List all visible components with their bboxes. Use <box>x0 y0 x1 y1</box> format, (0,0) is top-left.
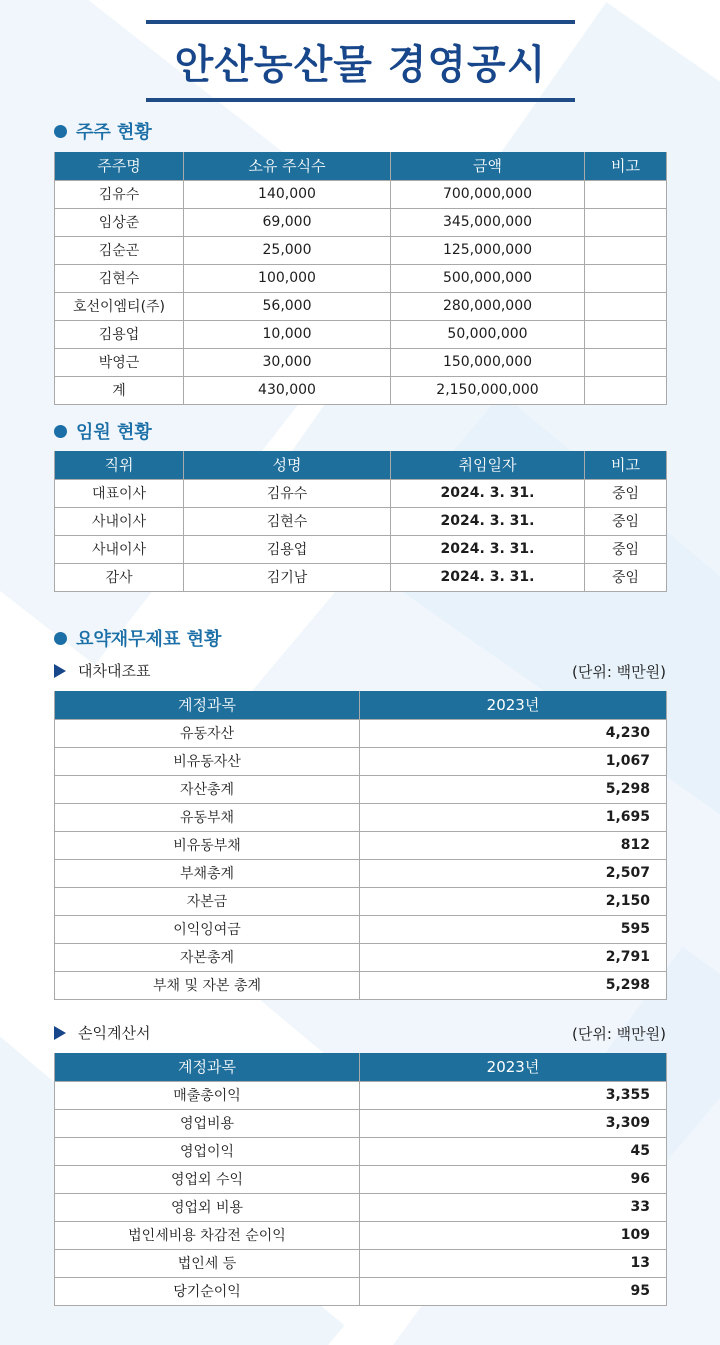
table-cell-item: 유동자산 <box>55 719 360 747</box>
table-cell-value: 2,150 <box>360 887 667 915</box>
table-cell-name: 김현수 <box>184 507 391 535</box>
table-row <box>55 507 667 535</box>
table-cell-value: 4,230 <box>360 719 667 747</box>
table-row <box>55 1109 667 1137</box>
table-row <box>55 1249 667 1277</box>
table-cell-name: 김순곤 <box>55 236 184 264</box>
table-cell-value: 2,791 <box>360 943 667 971</box>
column-header: 금액 <box>391 152 585 180</box>
table-cell-value: 595 <box>360 915 667 943</box>
table-cell-amount: 500,000,000 <box>391 264 585 292</box>
column-header: 성명 <box>184 451 391 479</box>
table-cell-date: 2024. 3. 31. <box>391 479 585 507</box>
table-cell-value: 1,695 <box>360 803 667 831</box>
table-cell-note <box>585 236 667 264</box>
table-cell-item: 자산총계 <box>55 775 360 803</box>
table-row <box>55 971 667 999</box>
table-cell-note <box>585 320 667 348</box>
table-cell-item: 영업외 수익 <box>55 1165 360 1193</box>
table-cell-amount: 280,000,000 <box>391 292 585 320</box>
table-cell-note: 중임 <box>585 563 667 591</box>
table-row <box>55 719 667 747</box>
table-cell-name: 김유수 <box>55 180 184 208</box>
table-cell-item: 영업비용 <box>55 1109 360 1137</box>
table-cell-note <box>585 292 667 320</box>
table-cell-position: 대표이사 <box>55 479 184 507</box>
triangle-bullet-icon <box>54 664 66 678</box>
table-cell-item: 영업이익 <box>55 1137 360 1165</box>
table-cell-shares: 430,000 <box>184 376 391 404</box>
table-cell-name: 김용업 <box>184 535 391 563</box>
triangle-bullet-icon <box>54 1026 66 1040</box>
table-cell-position: 사내이사 <box>55 535 184 563</box>
table-cell-amount: 345,000,000 <box>391 208 585 236</box>
table-row <box>55 535 667 563</box>
table-cell-note <box>585 180 667 208</box>
table-row <box>55 831 667 859</box>
column-header: 2023년 <box>360 691 667 719</box>
table-cell-value: 3,309 <box>360 1109 667 1137</box>
section-title-text: 주주 현황 <box>76 122 152 143</box>
table-cell-item: 자본금 <box>55 887 360 915</box>
table-cell-note <box>585 264 667 292</box>
bullet-dot-icon <box>54 125 67 138</box>
table-cell-name: 김현수 <box>55 264 184 292</box>
shareholders-table <box>54 152 667 405</box>
table-cell-value: 3,355 <box>360 1081 667 1109</box>
table-cell-shares: 25,000 <box>184 236 391 264</box>
table-row <box>55 943 667 971</box>
table-row <box>55 1193 667 1221</box>
section-title-text: 임원 현황 <box>76 422 152 443</box>
table-cell-shares: 10,000 <box>184 320 391 348</box>
table-row <box>55 563 667 591</box>
unit-label: (단위: 백만원) <box>572 1025 666 1043</box>
column-header: 계정과목 <box>55 691 360 719</box>
table-row <box>55 1081 667 1109</box>
table-cell-name: 계 <box>55 376 184 404</box>
table-row <box>55 1165 667 1193</box>
column-header: 계정과목 <box>55 1053 360 1081</box>
subsection-title-text: 손익계산서 <box>78 1024 151 1042</box>
table-cell-shares: 30,000 <box>184 348 391 376</box>
table-cell-amount: 2,150,000,000 <box>391 376 585 404</box>
table-cell-name: 임상준 <box>55 208 184 236</box>
table-cell-item: 법인세비용 차감전 순이익 <box>55 1221 360 1249</box>
table-cell-item: 비유동부채 <box>55 831 360 859</box>
table-cell-value: 5,298 <box>360 971 667 999</box>
table-row <box>55 208 667 236</box>
table-cell-item: 법인세 등 <box>55 1249 360 1277</box>
table-cell-shares: 69,000 <box>184 208 391 236</box>
table-cell-item: 부채 및 자본 총계 <box>55 971 360 999</box>
table-cell-item: 매출총이익 <box>55 1081 360 1109</box>
balance-sheet-table <box>54 691 667 1000</box>
table-cell-name: 김유수 <box>184 479 391 507</box>
table-cell-note <box>585 208 667 236</box>
table-cell-value: 812 <box>360 831 667 859</box>
subsection-title-text: 대차대조표 <box>78 662 151 680</box>
table-cell-date: 2024. 3. 31. <box>391 535 585 563</box>
table-cell-item: 당기순이익 <box>55 1277 360 1305</box>
table-cell-value: 2,507 <box>360 859 667 887</box>
table-cell-amount: 125,000,000 <box>391 236 585 264</box>
table-cell-value: 95 <box>360 1277 667 1305</box>
table-row <box>55 1277 667 1305</box>
subsection-title-income-statement <box>54 1022 150 1043</box>
executives-table <box>54 451 667 592</box>
table-cell-value: 96 <box>360 1165 667 1193</box>
table-cell-value: 109 <box>360 1221 667 1249</box>
table-header-row <box>55 152 667 180</box>
table-cell-position: 사내이사 <box>55 507 184 535</box>
table-cell-value: 33 <box>360 1193 667 1221</box>
table-row <box>55 264 667 292</box>
table-cell-item: 자본총계 <box>55 943 360 971</box>
table-cell-name: 호선이엠티(주) <box>55 292 184 320</box>
column-header: 소유 주식수 <box>184 152 391 180</box>
table-cell-note: 중임 <box>585 535 667 563</box>
table-header-row <box>55 451 667 479</box>
table-row <box>55 859 667 887</box>
table-row <box>55 479 667 507</box>
section-title-text: 요약재무제표 현황 <box>76 629 222 650</box>
section-title-executives <box>54 418 152 444</box>
table-row <box>55 376 667 404</box>
table-row <box>55 1137 667 1165</box>
table-row <box>55 775 667 803</box>
table-cell-item: 비유동자산 <box>55 747 360 775</box>
table-cell-value: 13 <box>360 1249 667 1277</box>
table-cell-item: 영업외 비용 <box>55 1193 360 1221</box>
table-cell-shares: 140,000 <box>184 180 391 208</box>
column-header: 직위 <box>55 451 184 479</box>
table-header-row <box>55 1053 667 1081</box>
table-row <box>55 236 667 264</box>
table-row <box>55 803 667 831</box>
table-cell-value: 45 <box>360 1137 667 1165</box>
bullet-dot-icon <box>54 632 67 645</box>
column-header: 비고 <box>585 451 667 479</box>
subsection-title-balance-sheet <box>54 660 150 681</box>
table-cell-date: 2024. 3. 31. <box>391 563 585 591</box>
income-statement-table <box>54 1053 667 1306</box>
table-row <box>55 348 667 376</box>
section-title-shareholders <box>54 118 152 144</box>
table-row <box>55 292 667 320</box>
page-title: 안산농산물 경영공시 <box>174 41 547 88</box>
table-row <box>55 915 667 943</box>
table-cell-note <box>585 376 667 404</box>
column-header: 2023년 <box>360 1053 667 1081</box>
table-row <box>55 180 667 208</box>
table-cell-value: 5,298 <box>360 775 667 803</box>
table-cell-amount: 150,000,000 <box>391 348 585 376</box>
table-row <box>55 747 667 775</box>
table-cell-amount: 50,000,000 <box>391 320 585 348</box>
bullet-dot-icon <box>54 425 67 438</box>
table-cell-note: 중임 <box>585 507 667 535</box>
table-cell-name: 김기남 <box>184 563 391 591</box>
table-row <box>55 1221 667 1249</box>
table-cell-item: 유동부채 <box>55 803 360 831</box>
table-cell-item: 부채총계 <box>55 859 360 887</box>
column-header: 취임일자 <box>391 451 585 479</box>
table-cell-shares: 56,000 <box>184 292 391 320</box>
column-header: 주주명 <box>55 152 184 180</box>
table-row <box>55 887 667 915</box>
title-banner <box>146 20 575 102</box>
column-header: 비고 <box>585 152 667 180</box>
table-row <box>55 320 667 348</box>
table-cell-name: 박영근 <box>55 348 184 376</box>
table-cell-note: 중임 <box>585 479 667 507</box>
table-cell-shares: 100,000 <box>184 264 391 292</box>
table-cell-name: 김용업 <box>55 320 184 348</box>
table-cell-item: 이익잉여금 <box>55 915 360 943</box>
table-cell-date: 2024. 3. 31. <box>391 507 585 535</box>
unit-label: (단위: 백만원) <box>572 663 666 681</box>
table-header-row <box>55 691 667 719</box>
table-cell-position: 감사 <box>55 563 184 591</box>
section-title-financials <box>54 625 221 651</box>
table-cell-amount: 700,000,000 <box>391 180 585 208</box>
table-cell-note <box>585 348 667 376</box>
table-cell-value: 1,067 <box>360 747 667 775</box>
